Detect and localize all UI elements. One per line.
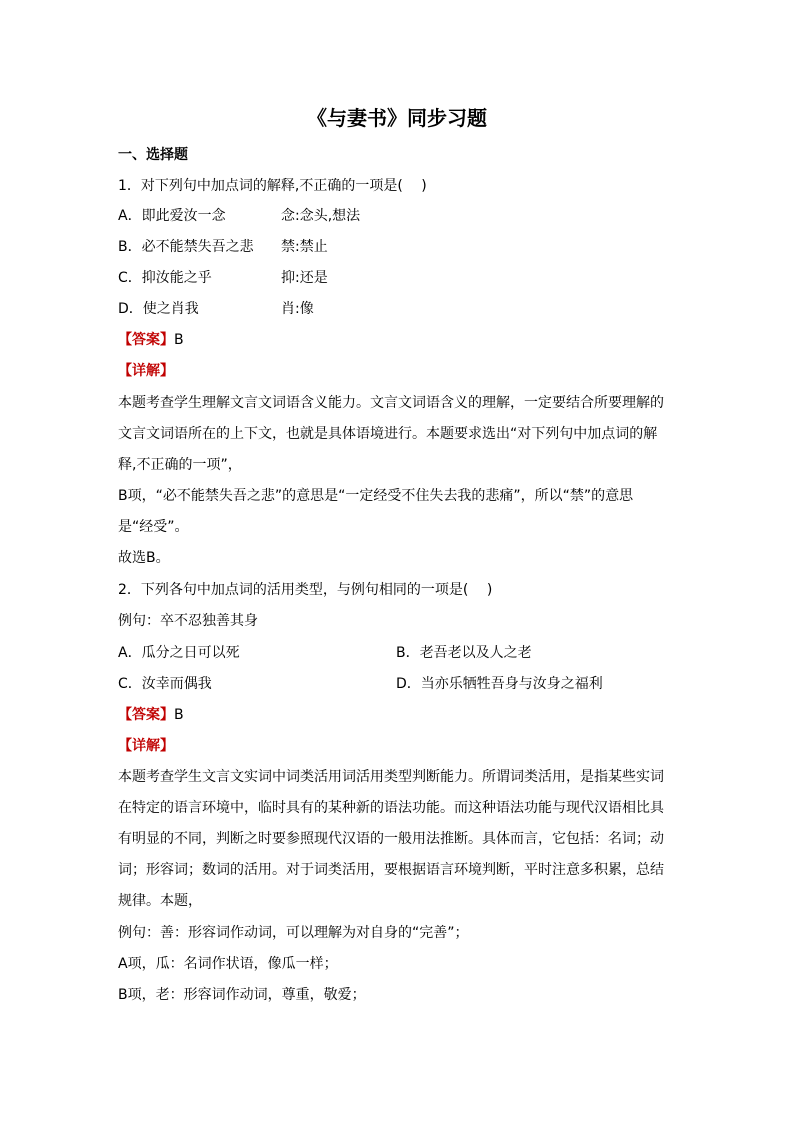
q2-example: 例句：卒不忍独善其身 <box>118 613 258 629</box>
q1-detail-line: 释,不正确的一项”， <box>118 457 242 473</box>
q2-detail-line: 词；形容词；数词的活用。对于词类活用，要根据语言环境判断，平时注意多积累，总结 <box>118 862 664 878</box>
q2-detail-line: 规律。本题， <box>118 893 202 909</box>
q2-detail-line: 本题考查学生文言文实词中词类活用词活用类型判断能力。所谓词类活用，是指某些实词 <box>118 769 664 785</box>
q1-option-c-gloss: 抑:还是 <box>281 270 328 286</box>
q1-option-a-gloss: 念:念头,想法 <box>281 208 361 224</box>
q1-detail-line: 本题考查学生理解文言文词语含义能力。文言文词语含义的理解，一定要结合所要理解的 <box>118 395 664 411</box>
answer-label: 【答案】 <box>118 332 174 348</box>
question-2-stem: 2．下列各句中加点词的活用类型，与例句相同的一项是( ) <box>118 582 493 598</box>
q2-option-a: A．瓜分之日可以死 <box>118 645 240 661</box>
q1-option-b: B．必不能禁失吾之悲 <box>118 239 254 255</box>
q2-answer <box>118 705 184 725</box>
section-heading: 一、选择题 <box>118 147 188 163</box>
q1-detail-line: 是“经受”。 <box>118 519 189 535</box>
question-1-stem: 1．对下列句中加点词的解释,不正确的一项是( ) <box>118 178 427 194</box>
q2-detail-line: 有明显的不同，判断之时要参照现代汉语的一般用法推断。具体而言，它包括：名词；动 <box>118 831 664 847</box>
q1-detail-line: 文言文词语所在的上下文，也就是具体语境进行。本题要求选出“对下列句中加点词的解 <box>118 426 658 442</box>
q1-answer <box>118 330 184 350</box>
q1-detail-label: 【详解】 <box>118 363 174 379</box>
q1-detail-line: 故选B。 <box>118 550 170 566</box>
page-title: 《与妻书》同步习题 <box>307 106 487 130</box>
q1-option-d-gloss: 肖:像 <box>281 301 314 317</box>
q1-detail-line: B项，“必不能禁失吾之悲”的意思是“一定经受不住失去我的悲痛”，所以“禁”的意思 <box>118 488 634 504</box>
q2-detail-line: 例句：善：形容词作动词，可以理解为对自身的“完善”； <box>118 925 469 941</box>
q2-option-d: D．当亦乐牺牲吾身与汝身之福利 <box>396 676 603 692</box>
q1-option-a: A．即此爱汝一念 <box>118 208 226 224</box>
q1-option-c: C．抑汝能之乎 <box>118 270 212 286</box>
q1-option-b-gloss: 禁:禁止 <box>281 239 328 255</box>
q2-detail-line: 在特定的语言环境中，临时具有的某种新的语法功能。而这种语法功能与现代汉语相比具 <box>118 800 664 816</box>
q2-detail-line: A项，瓜：名词作状语，像瓜一样； <box>118 956 338 972</box>
answer-label: 【答案】 <box>118 707 174 723</box>
q2-option-c: C．汝幸而偶我 <box>118 676 212 692</box>
q2-option-b: B．老吾老以及人之老 <box>396 645 532 661</box>
answer-value: B <box>174 707 184 723</box>
q1-option-d: D．使之肖我 <box>118 301 199 317</box>
answer-value: B <box>174 332 184 348</box>
q2-detail-label: 【详解】 <box>118 738 174 754</box>
q2-detail-line: B项，老：形容词作动词，尊重，敬爱； <box>118 987 366 1003</box>
